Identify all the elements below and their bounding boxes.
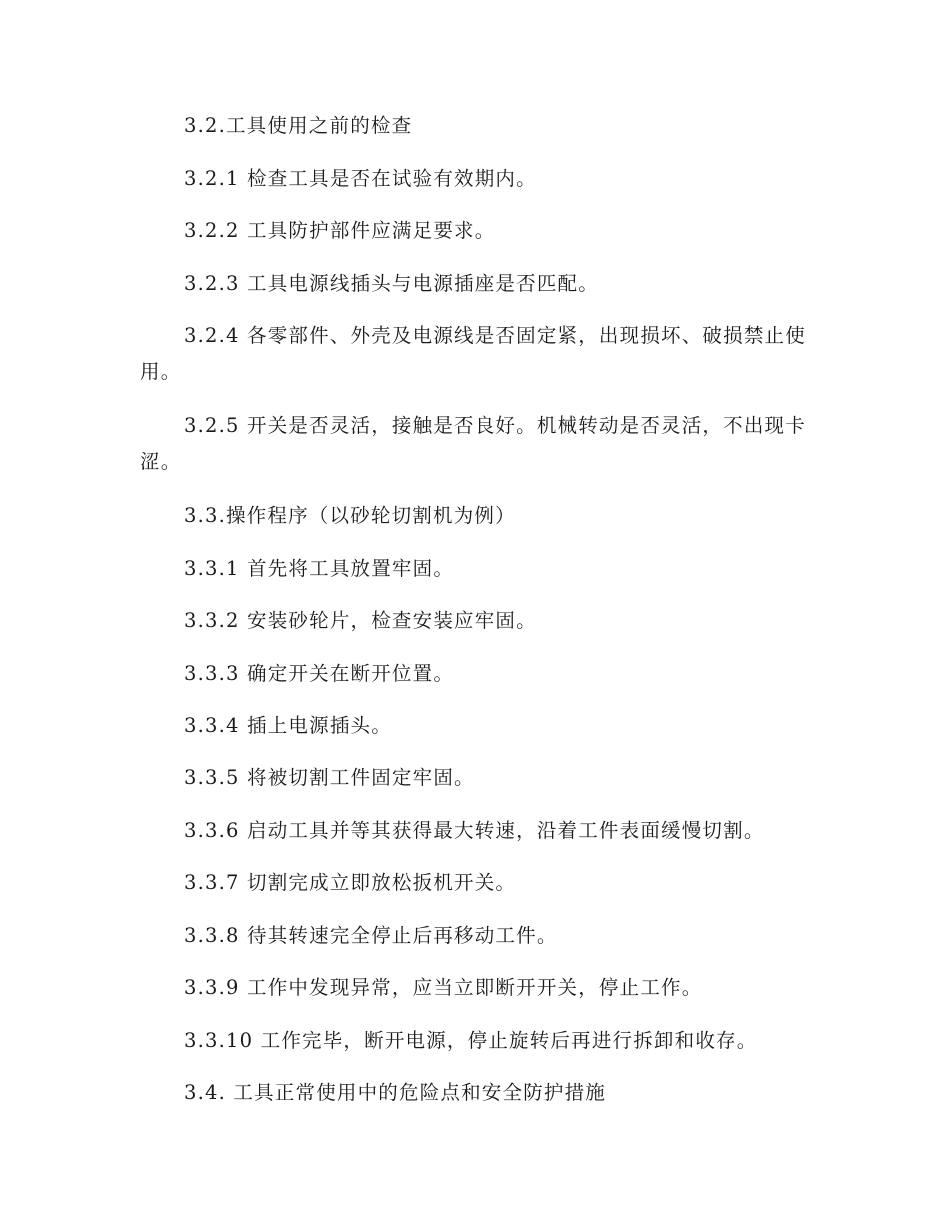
- paragraph-3-3-1: 3.3.1 首先将工具放置牢固。: [184, 557, 455, 580]
- paragraph-3-2-3: 3.2.3 工具电源线插头与电源插座是否匹配。: [184, 272, 599, 295]
- section-heading-3-2: 3.2.工具使用之前的检查: [184, 114, 413, 137]
- section-heading-3-4: 3.4. 工具正常使用中的危险点和安全防护措施: [184, 1081, 607, 1104]
- paragraph-3-2-5: 3.2.5 开关是否灵活，接触是否良好。机械转动是否灵活，不出现卡涩。: [140, 414, 806, 473]
- paragraph-3-2-4: 3.2.4 各零部件、外壳及电源线是否固定紧，出现损坏、破损禁止使用。: [140, 324, 806, 383]
- paragraph-3-2-2: 3.2.2 工具防护部件应满足要求。: [184, 219, 496, 242]
- paragraph-3-3-4: 3.3.4 插上电源插头。: [184, 714, 392, 737]
- paragraph-3-3-6: 3.3.6 启动工具并等其获得最大转速，沿着工件表面缓慢切割。: [184, 819, 765, 842]
- paragraph-3-3-10: 3.3.10 工作完毕，断开电源，停止旋转后再进行拆卸和收存。: [184, 1029, 758, 1052]
- paragraph-3-3-5: 3.3.5 将被切割工件固定牢固。: [184, 766, 475, 789]
- paragraph-3-2-1: 3.2.1 检查工具是否在试验有效期内。: [184, 167, 537, 190]
- paragraph-3-3-7: 3.3.7 切割完成立即放松扳机开关。: [184, 871, 517, 894]
- paragraph-3-3-3: 3.3.3 确定开关在断开位置。: [184, 662, 455, 685]
- paragraph-3-3-9: 3.3.9 工作中发现异常，应当立即断开开关，停止工作。: [184, 976, 703, 999]
- paragraph-3-3-2: 3.3.2 安装砂轮片，检查安装应牢固。: [184, 609, 537, 632]
- paragraph-3-3-8: 3.3.8 待其转速完全停止后再移动工件。: [184, 924, 558, 947]
- section-heading-3-3: 3.3.操作程序（以砂轮切割机为例）: [184, 504, 516, 527]
